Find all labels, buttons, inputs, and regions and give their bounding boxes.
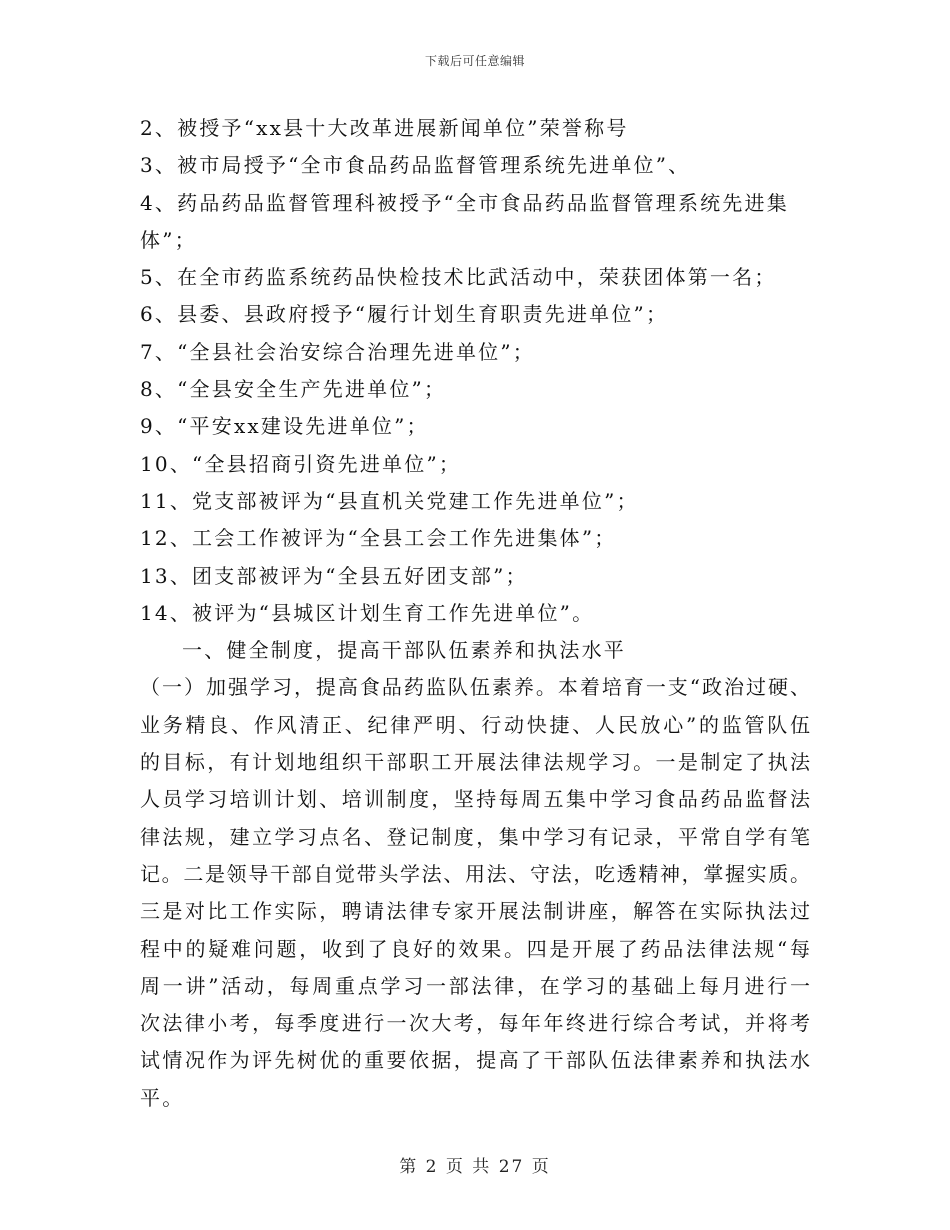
page-number: 第 2 页 共 27 页 <box>399 1157 551 1177</box>
list-item: 6、县委、县政府授予“履行计划生育职责先进单位”； <box>140 302 669 327</box>
paragraph-line: 记。二是领导干部自觉带头学法、用法、守法，吃透精神，掌握实质。 <box>140 861 810 886</box>
list-item: 4、药品药品监督管理科被授予“全市食品药品监督管理系统先进集 <box>140 190 789 215</box>
paragraph-line: （一）加强学习，提高食品药监队伍素养。本着培育一支“政治过硬、 <box>140 675 810 700</box>
paragraph-line: 的目标，有计划地组织干部职工开展法律法规学习。一是制定了执法 <box>140 750 810 775</box>
list-item: 12、工会工作被评为“全县工会工作先进集体”； <box>140 526 617 551</box>
list-item: 8、“全县安全生产先进单位”； <box>140 377 447 402</box>
list-item: 10、“全县招商引资先进单位”； <box>140 451 462 476</box>
paragraph-line: 业务精良、作风清正、纪律严明、行动快捷、人民放心”的监管队伍 <box>140 712 810 737</box>
paragraph-line: 次法律小考，每季度进行一次大考，每年年终进行综合考试，并将考 <box>140 1011 810 1036</box>
paragraph-line: 程中的疑难问题，收到了良好的效果。四是开展了药品法律法规“每 <box>140 936 810 961</box>
list-item: 5、在全市药监系统药品快检技术比武活动中，荣获团体第一名； <box>140 265 777 290</box>
paragraph-line: 人员学习培训计划、培训制度，坚持每周五集中学习食品药品监督法 <box>140 787 810 812</box>
list-item: 11、党支部被评为“县直机关党建工作先进单位”； <box>140 488 639 513</box>
list-item: 7、“全县社会治安综合治理先进单位”； <box>140 339 535 364</box>
paragraph-line: 律法规，建立学习点名、登记制度，集中学习有记录，平常自学有笔 <box>140 824 810 849</box>
honors-list <box>140 110 810 632</box>
body-paragraph <box>140 669 810 1117</box>
paragraph-line: 周一讲”活动，每周重点学习一部法律，在学习的基础上每月进行一 <box>140 973 810 998</box>
document-body <box>140 110 810 1117</box>
paragraph-line: 平。 <box>140 1085 185 1110</box>
list-item: 2、被授予“xx县十大改革进展新闻单位”荣誉称号 <box>140 116 629 140</box>
paragraph-line: 三是对比工作实际，聘请法律专家开展法制讲座，解答在实际执法过 <box>140 899 810 924</box>
list-item: 14、被评为“县城区计划生育工作先进单位”。 <box>140 600 595 625</box>
list-item: 13、团支部被评为“全县五好团支部”； <box>140 563 528 588</box>
list-item: 3、被市局授予“全市食品药品监督管理系统先进单位”、 <box>140 153 691 178</box>
list-item: 9、“平安xx建设先进单位”； <box>140 414 429 439</box>
paragraph-line: 试情况作为评先树优的重要依据，提高了干部队伍法律素养和执法水 <box>140 1048 810 1073</box>
section-heading: 一、健全制度，提高干部队伍素养和执法水平 <box>182 638 626 663</box>
list-item: 体”； <box>140 227 197 252</box>
page-header-note: 下载后可任意编辑 <box>424 54 525 68</box>
